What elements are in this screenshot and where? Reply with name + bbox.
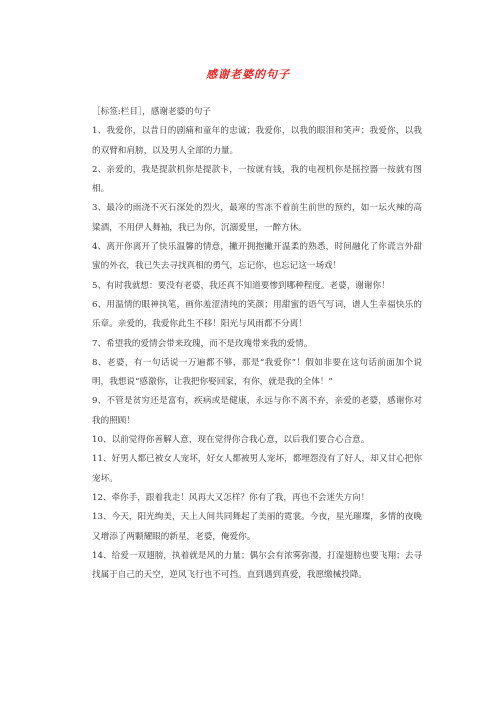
quote-paragraph: 6、用温情的眼神执笔，画你羞涩清纯的笑颜；用甜蜜的语气写词，谱人生幸福快乐的乐章。亲爱的，我爱你此生不移！阳光与风雨都不分离！ bbox=[92, 299, 422, 330]
quote-paragraph: 1、我爱你，以昔日的剧痛和童年的忠诚；我爱你，以我的眼泪和笑声；我爱你，以我的双臂和肩膀，以及男人全部的力量。 bbox=[92, 126, 422, 156]
quote-paragraph: 10、以前觉得你善解人意，现在觉得你合我心意，以后我们要合心合意。 bbox=[92, 435, 370, 446]
quote-paragraph: 9、不管是贫穷还是富有，疾病或是健康，永远与你不离不弃，亲爱的老婆，感谢你对我的照顾！ bbox=[92, 396, 422, 426]
quote-paragraph: 4、离开你离开了快乐温馨的情意，撇开拥抱撇开温柔的熟悉，时间融化了你谎言外甜蜜的外衣，我已失去寻找真相的勇气，忘记你，也忘记这一场戏！ bbox=[92, 242, 422, 272]
quote-paragraph: 14、给爱一双翅膀，执着就是风的力量；偶尔会有浓雾弥漫，打湿翅膀也要飞翔；去寻找属于自己的天空，逆风飞行也不可挡。直到遇到真爱，我愿缴械投降。 bbox=[92, 550, 422, 581]
document-body bbox=[92, 103, 422, 585]
quote-paragraph: 12、牵你手，跟着我走！风再大又怎样？你有了我，再也不会迷失方向！ bbox=[92, 492, 370, 503]
document-title: 感谢老婆的句子 bbox=[206, 68, 290, 81]
quote-paragraph: 5、有时我就想：要没有老婆，我还真不知道要惨到哪种程度。老婆，谢谢你！ bbox=[92, 280, 390, 291]
quote-paragraph: 7、希望我的爱情会带来玫瑰，而不是玫瑰带来我的爱情。 bbox=[92, 338, 313, 349]
quote-paragraph: 8、老婆，有一句话说一万遍都不够，那是“我爱你”！假如非要在这句话前面加个说明，我想说“感激你，让我把你娶回家，有你，就是我的全体！” bbox=[92, 357, 422, 388]
quote-paragraph: 11、好男人都已被女人宠坏，好女人都被男人宠坏，都埋怨没有了好人，却又甘心把你宠坏。 bbox=[92, 454, 422, 484]
quote-paragraph: 3、最冷的雨浇不灭石深处的烈火，最寒的雪冻不着前生前世的预约，如一坛火辣的高粱酒，不用伊人舞袖，我已为你，沉溺爱里，一醉方休。 bbox=[92, 203, 422, 233]
quote-paragraph: 13、今天，阳光绚美，天上人间共同舞起了美丽的霓裳。今夜，星光璀璨，多情的夜晚又增添了两颗耀眼的新星，老婆，俺爱你。 bbox=[92, 512, 422, 542]
quote-paragraph: 2、亲爱的，我是提款机你是提款卡，一按就有钱，我的电视机你是摇控器一按就有图相。 bbox=[92, 164, 422, 195]
tag-line: ［标签:栏目］，感谢老婆的句子 bbox=[92, 107, 211, 117]
